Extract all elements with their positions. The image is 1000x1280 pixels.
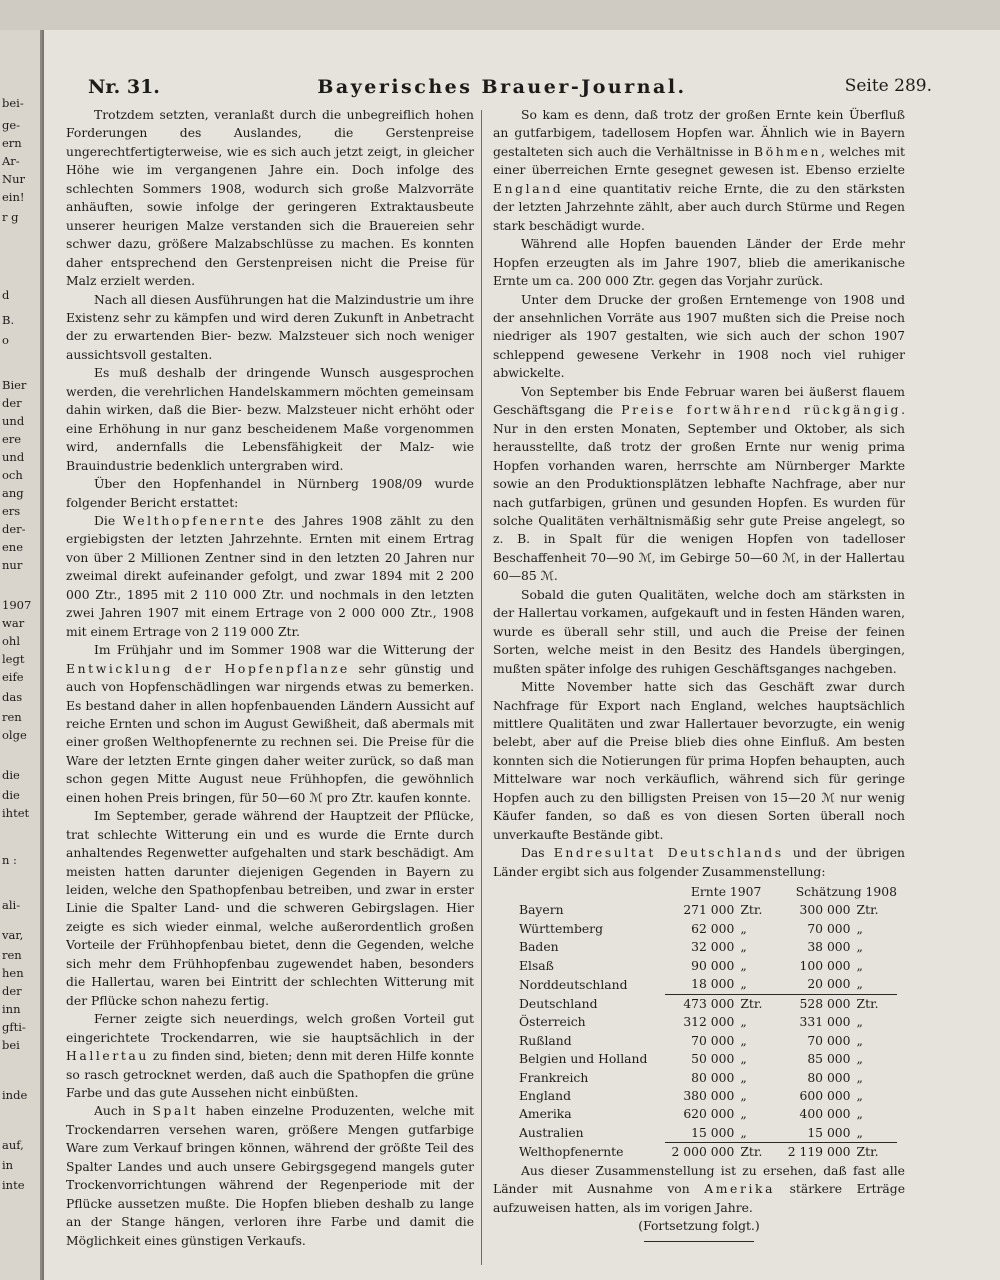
value-1907: 90 000 — [691, 958, 735, 973]
prev-page-fragment: der- — [2, 522, 26, 536]
prev-page-fragment: och — [2, 468, 23, 482]
unit-1908: „ — [856, 921, 863, 936]
value-1908: 331 000 — [799, 1015, 851, 1030]
prev-page-fragment: nur — [2, 558, 23, 572]
page-number: Seite 289. — [844, 76, 932, 96]
row-name: Österreich — [519, 1015, 586, 1030]
prev-page-fragment: eife — [2, 670, 24, 684]
unit-1907: „ — [740, 1070, 747, 1085]
prev-page-fragment: auf, — [2, 1138, 24, 1152]
row-name: Rußland — [519, 1033, 572, 1048]
prev-page-fragment: der — [2, 396, 22, 410]
spaced-emphasis: Welthopfenernte — [122, 513, 267, 528]
row-name: Deutschland — [519, 996, 598, 1011]
column-header-1907: Ernte 1907 — [690, 885, 762, 900]
prev-page-fragment: ern — [2, 136, 22, 150]
paragraph: Trotzdem setzten, veranlaßt durch die unbegreiflich hohen Forderungen des Auslandes, die Gerstenpreise ungerechtfertigterweise, wie es sich auch jetzt zeigt, in gleicher Höhe wie im vergangenen Jahre ein. Doch infolge des schlechten Sommers 1908, wodurch sich große Malzvorräte anhäuften, sowie infolge der geringeren Extraktausbeute unserer heurigen Malze verstanden sich die Brauereien sehr schwer dazu, größere Malzabschlüsse zu machen. Es konnten daher entsprechend den Gerstenpreisen nicht die Preise für Malz erzielt werden. — [66, 108, 474, 289]
prev-page-fragment: ihtet — [2, 806, 30, 820]
row-name: Frankreich — [519, 1070, 589, 1085]
prev-page-fragment: ge- — [2, 118, 21, 132]
harvest-table — [493, 883, 897, 1162]
prev-page-fragment: Ar- — [2, 154, 20, 168]
paragraph: Sobald die guten Qualitäten, welche doch am stärksten in der Hallertau vorkamen, aufgekauft und in festen Händen waren, wurde es überall sehr still, und auch die Preise der feinen Sorten, welche meist in den Besitz des Handels übergingen, mußten später infolge des ruhigen Geschäftsganges nachgeben. — [493, 587, 905, 676]
prev-page-fragment: d — [2, 288, 10, 302]
unit-1908: Ztr. — [856, 903, 879, 918]
continued-note: (Fortsetzung folgt.) — [638, 1219, 760, 1234]
table-row — [493, 901, 897, 919]
previous-page-margin — [0, 30, 42, 1280]
prev-page-fragment: die — [2, 788, 20, 802]
value-1908: 100 000 — [799, 958, 851, 973]
prev-page-fragment: Nur — [2, 172, 25, 186]
prev-page-fragment: inn — [2, 1002, 21, 1016]
prev-page-fragment: bei- — [2, 96, 24, 110]
paragraph: Ferner zeigte sich neuerdings, welch großen Vorteil gut eingerichtete Trockendarren, wie sie hauptsächlich in der Hallertau zu finden sind, bieten; denn mit deren Hilfe konnte so rasch getrocknet werden, daß auch die Spathopfen die grüne Farbe und das gute Aussehen nicht einbüßten. — [66, 1012, 474, 1101]
end-rule — [644, 1241, 754, 1242]
unit-1908: Ztr. — [856, 1145, 879, 1160]
paragraph: Im September, gerade während der Hauptzeit der Pflücke, trat schlechte Witterung ein und es wurde die Ernte durch anhaltendes Regenwetter aufgehalten und stark beschädigt. Am meisten hatten darunter diejenigen Gegenden in Bayern zu leiden, welche den Spathopfenbau betreiben, und zwar in erster Linie die Spalter Land- und die schweren Gebirgslagen. Hier zeigte es sich wieder einmal, welche außerordentlich großen Vorteile der Frühhopfenbau bietet, denn die Gegenden, welche sich mehr dem Frühhopfenbau zugewendet haben, besonders die Hallertau, waren bei Eintritt der schlechten Witterung mit der Pflücke schon nahezu fertig. — [66, 809, 474, 1008]
value-1908: 70 000 — [807, 921, 851, 936]
paragraph: Aus dieser Zusammenstellung ist zu ersehen, daß fast alle Länder mit Ausnahme von Amerika stärkere Erträge aufzuweisen hatten, als im vorigen Jahre. — [493, 1163, 905, 1215]
paragraph: Mitte November hatte sich das Geschäft zwar durch Nachfrage für Export nach England, welches hauptsächlich mittlere Qualitäten und zwar Hallertauer bevorzugte, ein wenig belebt, aber auf die Preise blieb dies ohne Einfluß. Am besten konnten sich die Notierungen für prima Hopfen behaupten, auch Mittelware war noch verkäuflich, während sich für geringe Hopfen auch zu den billigsten Preisen von 15—20 ℳ nur wenig Käufer fanden, so daß es von diesen Sorten überall noch unverkaufte Bestände gibt. — [493, 680, 905, 842]
unit-1908: „ — [856, 1107, 863, 1122]
prev-page-fragment: ren — [2, 948, 22, 962]
spaced-emphasis: Böhmen — [754, 144, 822, 159]
value-1907: 32 000 — [691, 940, 735, 955]
prev-page-fragment: ali- — [2, 898, 21, 912]
prev-page-fragment: inde — [2, 1088, 28, 1102]
paragraph: Über den Hopfenhandel in Nürnberg 1908/09 wurde folgender Bericht erstattet: — [66, 477, 474, 510]
unit-1907: „ — [740, 1015, 747, 1030]
prev-page-fragment: ere — [2, 432, 22, 446]
unit-1907: „ — [734, 1124, 787, 1143]
prev-page-fragment: n : — [2, 853, 17, 867]
spaced-emphasis: Amerika — [704, 1182, 776, 1197]
table-row — [493, 1087, 897, 1105]
prev-page-fragment: Bier — [2, 378, 27, 392]
value-1907: 18 000 — [665, 975, 735, 994]
table-row — [493, 1143, 897, 1162]
table-row — [493, 1013, 897, 1031]
prev-page-fragment: das — [2, 690, 23, 704]
value-1907: 380 000 — [683, 1089, 735, 1104]
row-name: Bayern — [519, 903, 564, 918]
value-1907: 50 000 — [691, 1052, 735, 1067]
unit-1908: „ — [851, 975, 897, 994]
prev-page-fragment: gfti- — [2, 1020, 26, 1034]
prev-page-fragment: und — [2, 414, 25, 428]
prev-page-fragment: olge — [2, 728, 27, 742]
prev-page-fragment: r g — [2, 210, 19, 224]
unit-1908: „ — [856, 958, 863, 973]
prev-page-fragment: und — [2, 450, 25, 464]
prev-page-fragment: o — [2, 333, 9, 347]
table-row — [493, 994, 897, 1013]
unit-1908: „ — [856, 1070, 863, 1085]
unit-1908: „ — [856, 1089, 863, 1104]
row-name: Württemberg — [519, 921, 603, 936]
row-name: Baden — [519, 940, 559, 955]
value-1908: 15 000 — [788, 1124, 851, 1143]
prev-page-fragment: legt — [2, 652, 25, 666]
value-1907: 80 000 — [691, 1070, 735, 1085]
paragraph: Die Welthopfenernte des Jahres 1908 zählt zu den ergiebigsten der letzten Jahrzehnte. Ernten mit einem Ertrag von über 2 Millionen Zentner sind in den letzten 20 Jahren nur zweimal direkt aufeinander gefolgt, und zwar 1894 mit 2 200 000 Ztr., 1895 mit 2 110 000 Ztr. und nochmals in den letzten zwei Jahren 1907 mit einem Ertrage von 2 000 000 Ztr., 1908 mit einem Ertrage von 2 119 000 Ztr. — [66, 513, 474, 639]
value-1907: 473 000 — [683, 996, 735, 1011]
unit-1907: „ — [740, 1089, 747, 1104]
paragraph: Es muß deshalb der dringende Wunsch ausgesprochen werden, die verehrlichen Handelskammern möchten gemeinsam dahin wirken, daß die Bier- bezw. Malzsteuer nicht erhöht oder eine Erhöhung in nur ganz bescheidenem Maße vorgenommen wird, andernfalls die Lebensfähigkeit der Malz- wie Brauindustrie bedenklich untergraben wird. — [66, 366, 474, 473]
value-1908: 400 000 — [799, 1107, 851, 1122]
spaced-emphasis: England — [493, 181, 564, 196]
prev-page-fragment: ers — [2, 504, 21, 518]
table-row — [493, 1124, 897, 1143]
table-row — [493, 920, 897, 938]
row-name: Welthopfenernte — [519, 1145, 624, 1160]
row-name: Australien — [519, 1126, 584, 1141]
value-1907: 2 000 000 — [671, 1145, 735, 1160]
table-row — [493, 1069, 897, 1087]
value-1908: 528 000 — [799, 996, 851, 1011]
unit-1907: „ — [740, 921, 747, 936]
unit-1908: „ — [851, 1124, 897, 1143]
table-row — [493, 938, 897, 956]
table-header-row — [493, 883, 897, 901]
prev-page-fragment: war — [2, 616, 25, 630]
value-1907: 15 000 — [665, 1124, 735, 1143]
prev-page-fragment: hen — [2, 966, 24, 980]
row-name: Norddeutschland — [519, 977, 628, 992]
value-1908: 20 000 — [788, 975, 851, 994]
unit-1908: Ztr. — [856, 996, 879, 1011]
prev-page-fragment: die — [2, 768, 20, 782]
paragraph: Während alle Hopfen bauenden Länder der Erde mehr Hopfen erzeugten als im Jahre 1907, blieb die amerikanische Ernte um ca. 200 000 Ztr. gegen das Vorjahr zurück. — [493, 237, 905, 289]
prev-page-fragment: ang — [2, 486, 24, 500]
row-name: Belgien und Holland — [519, 1052, 648, 1067]
row-name: England — [519, 1089, 572, 1104]
prev-page-fragment: inte — [2, 1178, 25, 1192]
table-row — [493, 1105, 897, 1123]
paragraph: Von September bis Ende Februar waren bei äußerst flauem Geschäftsgang die Preise fortwährend rückgängig. Nur in den ersten Monaten, September und Oktober, als sich herausstellte, daß trotz der großen Ernte nur wenig prima Hopfen vorhanden waren, herrschte am Nürnberger Markte sowie an den Produktionsplätzen lebhafte Nachfrage, aber nur nach gutfarbigen, grünen und gesunden Hopfen. Es wurden für solche Qualitäten verhältnismäßig sehr gute Preise angelegt, so z. B. in Spalt für die wenigen Hopfen von tadelloser Beschaffenheit 70—90 ℳ, im Gebirge 50—60 ℳ, in der Hallertau 60—85 ℳ. — [493, 384, 905, 584]
table-row — [493, 1050, 897, 1068]
unit-1907: „ — [734, 975, 787, 994]
prev-page-fragment: ohl — [2, 634, 21, 648]
paragraph: So kam es denn, daß trotz der großen Ernte kein Überfluß an gutfarbigem, tadellosem Hopfen war. Ähnlich wie in Bayern gestalteten sich auch die Verhältnisse in Böhmen, welches mit einer überreichen Ernte gesegnet gewesen ist. Ebenso erzielte England eine quantitativ reiche Ernte, die zu den stärksten der letzten Jahrzehnte zählt, aber auch durch Stürme und Regen stark beschädigt wurde. — [493, 108, 905, 233]
unit-1907: „ — [740, 1107, 747, 1122]
paragraph: Im Frühjahr und im Sommer 1908 war die Witterung der Entwicklung der Hopfenpflanze sehr günstig und auch von Hopfenschädlingen war nirgends etwas zu bemerken. Es bestand daher in allen hopfenbauenden Ländern Aussicht auf reiche Ernten und schon im August Gewißheit, daß abermals mit einer großen Welthopfenernte zu rechnen sei. Die Preise für die Ware der letzten Ernte gingen daher weiter zurück, so daß man schon gegen Mitte August neue Frühhopfen, die gewöhnlich einen hohen Preis bringen, für 50—60 ℳ pro Ztr. kaufen konnte. — [66, 643, 474, 805]
row-name: Amerika — [519, 1107, 572, 1122]
prev-page-fragment: var, — [2, 928, 24, 942]
paragraph: Unter dem Drucke der großen Erntemenge von 1908 und der ansehnlichen Vorräte aus 1907 mußten sich die Preise noch niedriger als 1907 gestalten, wie sich auch der schon 1907 schleppend gewesene Verkehr in 1908 noch viel ruhiger abwickelte. — [493, 292, 905, 381]
value-1907: 312 000 — [683, 1015, 735, 1030]
prev-page-fragment: 1907 — [2, 598, 32, 612]
unit-1908: „ — [856, 1033, 863, 1048]
issue-number: Nr. 31. — [88, 76, 160, 98]
unit-1907: „ — [740, 1052, 747, 1067]
paragraph: Das Endresultat Deutschlands und der übrigen Länder ergibt sich aus folgender Zusammenstellung: — [493, 846, 905, 879]
unit-1907: „ — [740, 1033, 747, 1048]
column-header-1908: Schätzung 1908 — [795, 885, 897, 900]
paragraph: Nach all diesen Ausführungen hat die Malzindustrie um ihre Existenz sehr zu kämpfen und wird deren Zukunft in Anbetracht der zu erwartenden Bier- bezw. Malzsteuer sich noch weniger aussichtsvoll gestalten. — [66, 292, 474, 362]
prev-page-fragment: ene — [2, 540, 24, 554]
value-1907: 271 000 — [683, 903, 735, 918]
unit-1908: „ — [856, 1015, 863, 1030]
prev-page-fragment: ren — [2, 710, 22, 724]
spaced-emphasis: Hallertau — [66, 1049, 149, 1064]
spaced-emphasis: Endresultat Deutschlands — [553, 846, 784, 861]
spaced-emphasis: Preise fortwährend rückgängig — [621, 403, 902, 418]
unit-1907: „ — [740, 940, 747, 955]
prev-page-fragment: in — [2, 1158, 14, 1172]
table-row — [493, 1032, 897, 1050]
paragraph: Auch in Spalt haben einzelne Produzenten, welche mit Trockendarren versehen waren, größere Mengen gutfarbige Ware zum Verkauf bringen können, während der größte Teil des Spalter Landes und auch unsere Gebirgsgegend mangels guter Trockenvorrichtungen während der Regenperiode mit der Pflücke aussetzen mußte. Die Hopfen blieben deshalb zu lange an der Stange hängen, verloren ihre Farbe und damit die Möglichkeit eines günstigen Verkaufs. — [66, 1104, 474, 1248]
spaced-emphasis: Spalt — [152, 1104, 199, 1119]
left-column — [66, 106, 474, 1250]
right-column — [493, 106, 905, 1242]
prev-page-fragment: ein! — [2, 190, 25, 204]
prev-page-fragment: B. — [2, 313, 15, 327]
unit-1907: Ztr. — [740, 903, 763, 918]
value-1907: 62 000 — [691, 921, 735, 936]
value-1907: 620 000 — [683, 1107, 735, 1122]
prev-page-fragment: bei — [2, 1038, 20, 1052]
table-row — [493, 975, 897, 994]
table-row — [493, 957, 897, 975]
column-divider — [481, 110, 482, 1265]
journal-title: Bayerisches Brauer-Journal. — [317, 76, 687, 98]
spaced-emphasis: Entwicklung der Hopfenpflanze — [66, 661, 350, 676]
value-1908: 80 000 — [807, 1070, 851, 1085]
unit-1907: Ztr. — [740, 1145, 763, 1160]
value-1908: 70 000 — [807, 1033, 851, 1048]
value-1908: 38 000 — [807, 940, 851, 955]
value-1908: 600 000 — [799, 1089, 851, 1104]
unit-1908: „ — [856, 1052, 863, 1067]
unit-1907: Ztr. — [740, 996, 763, 1011]
value-1908: 300 000 — [799, 903, 851, 918]
unit-1908: „ — [856, 940, 863, 955]
page-header — [72, 70, 932, 104]
value-1907: 70 000 — [691, 1033, 735, 1048]
prev-page-fragment: der — [2, 984, 22, 998]
value-1908: 2 119 000 — [787, 1145, 851, 1160]
unit-1907: „ — [740, 958, 747, 973]
row-name: Elsaß — [519, 958, 554, 973]
journal-page — [44, 30, 1000, 1280]
value-1908: 85 000 — [807, 1052, 851, 1067]
